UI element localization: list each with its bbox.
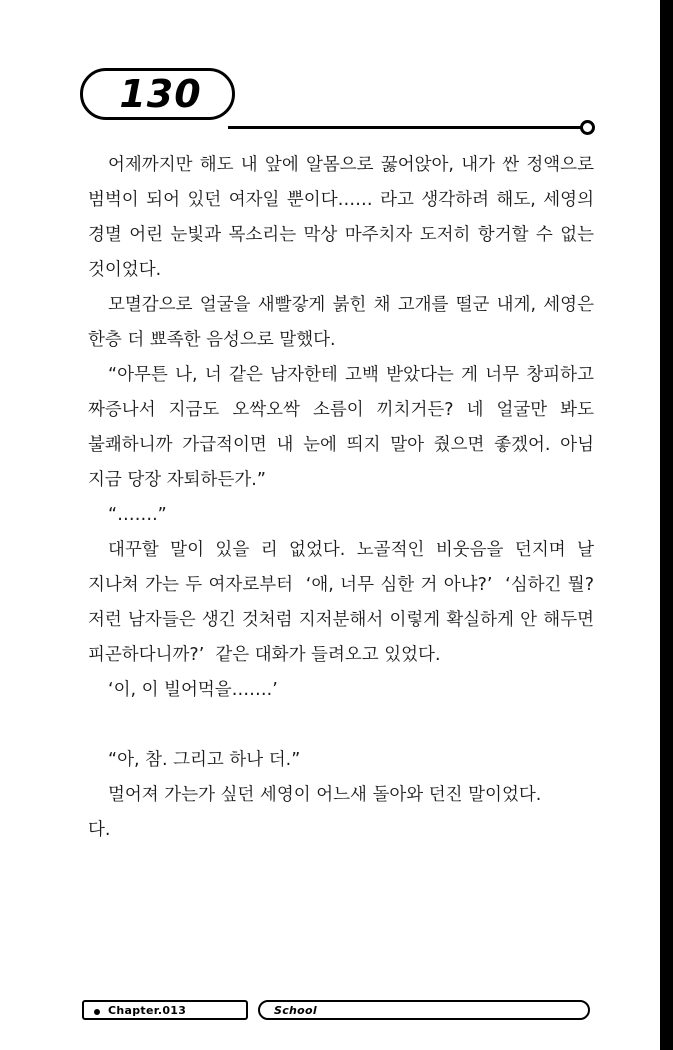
right-edge-bar (660, 0, 673, 1050)
paragraph: 멀어져 가는가 싶던 세영이 어느새 돌아와 던진 말이었다. (108, 785, 542, 805)
paragraph: 대꾸할 말이 있을 리 없었다. 노골적인 비웃음을 던지며 날 지나쳐 가는 두 여자로부터 ‘애, 너무 심한 거 아냐?’ ‘심하긴 뭘? 저런 남자들은 생긴 것처럼 지저분해서 이렇게 확실하게 안 해두면 피곤하다니까?’ 같은 대화가 들려오고 있었다. (88, 540, 600, 665)
page-number: 130 (119, 72, 202, 116)
paragraph: ‘이, 이 빌어먹을…….’ (108, 680, 278, 700)
page-number-badge (80, 68, 235, 120)
paragraph: 모멸감으로 얼굴을 새빨갛게 붉힌 채 고개를 떨군 내게, 세영은 한층 더 뾰족한 음성으로 말했다. (88, 295, 600, 350)
footer-section-badge (258, 1000, 590, 1020)
paragraph: “아무튼 나, 너 같은 남자한테 고백 받았다는 게 너무 창피하고 짜증나서 지금도 오싹오싹 소름이 끼치거든? 네 얼굴만 봐도 불쾌하니까 가급적이면 내 눈에 띄지 말아 줬으면 좋겠어. 아님 지금 당장 자퇴하든가.” (88, 365, 600, 490)
footer-chapter-label: Chapter.013 (108, 1004, 187, 1017)
paragraph: 어제까지만 해도 내 앞에 알몸으로 꿇어앉아, 내가 싼 정액으로 범벅이 되어 있던 여자일 뿐이다…… 라고 생각하려 해도, 세영의 경멸 어린 눈빛과 목소리는 막상 마주치자 도저히 항거할 수 없는 것이었다. (88, 155, 600, 280)
page-footer (0, 1000, 660, 1022)
page-header (0, 68, 660, 138)
paragraph: “…….” (108, 505, 167, 525)
footer-chapter-badge (82, 1000, 248, 1020)
header-dot-icon (580, 120, 595, 135)
footer-section-label: School (274, 1004, 317, 1017)
page-body (88, 148, 600, 848)
paragraph: “아, 참. 그리고 하나 더.” (108, 750, 301, 770)
paragraph: 다. (88, 820, 111, 840)
header-rule (228, 126, 586, 129)
bullet-dot-icon (94, 1009, 100, 1015)
